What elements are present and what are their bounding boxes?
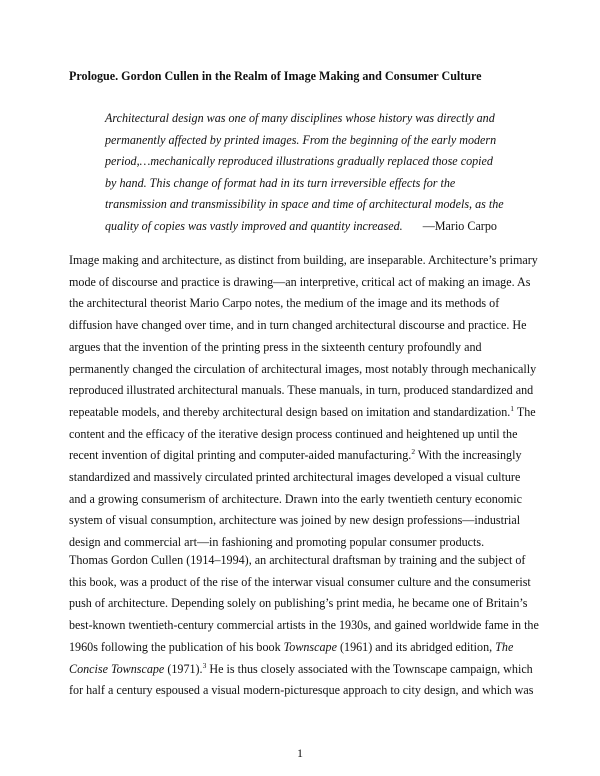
paragraph-line: system of visual consumption, architecture was joined by new design professions—industrial [69, 513, 521, 528]
paragraph-line: Image making and architecture, as distinct from building, are inseparable. Architecture’s primary [69, 253, 538, 267]
paragraph-text: He is thus closely associated with the Townscape campaign, which [206, 661, 533, 676]
paragraph-line: mode of discourse and practice is drawing—an interpretive, critical act of making an image. As [69, 274, 531, 289]
book-title: Concise Townscape [69, 661, 165, 676]
book-title: Townscape [283, 639, 337, 654]
book-title: The [495, 639, 514, 654]
paragraph-line [69, 659, 539, 681]
paragraph-line: the architectural theorist Mario Carpo notes, the medium of the image and its methods of [69, 296, 500, 311]
paragraph-text: 1960s following the publication of his book [69, 639, 284, 654]
paragraph-line: reproduced illustrated architectural manuals. These manuals, in turn, produced standardized and [69, 383, 534, 398]
paragraph-text: repeatable models, and thereby architectural design based on imitation and standardization. [69, 404, 511, 419]
paragraph-line: for half a century espoused a visual modern-picturesque approach to city design, and which was [69, 683, 534, 698]
paragraph-line: argues that the invention of the printing press in the sixteenth century profoundly and [69, 339, 482, 354]
epigraph-attribution: —Mario Carpo [422, 218, 497, 233]
epigraph-line: by hand. This change of format had in its turn irreversible effects for the [105, 175, 456, 190]
paragraph-text: (1961) and its abridged edition, [336, 639, 496, 654]
paragraph-text: recent invention of digital printing and computer-aided manufacturing. [69, 448, 412, 463]
paragraph-line: Thomas Gordon Cullen (1914–1994), an architectural draftsman by training and the subject of [69, 553, 526, 567]
paragraph-line [69, 445, 539, 467]
epigraph-text: quality of copies was vastly improved and quantity increased. [105, 218, 403, 233]
paragraph-text: The [514, 404, 536, 419]
epigraph [105, 108, 515, 237]
paragraph-text: With the increasingly [415, 448, 522, 463]
paragraph-line: design and commercial art—in fashioning and promoting popular consumer products. [69, 535, 485, 550]
paragraph-text: (1971). [164, 661, 203, 676]
paragraph-line: diffusion have changed over time, and in turn changed architectural discourse and practice. He [69, 318, 527, 333]
paragraph-line: content and the efficacy of the iterative design process continued and heightened up until the [69, 426, 518, 441]
epigraph-line-last [105, 216, 515, 238]
paragraph-line [69, 637, 539, 659]
chapter-heading: Prologue. Gordon Cullen in the Realm of Image Making and Consumer Culture [69, 69, 482, 83]
footnote-ref-3[interactable]: 3 [202, 660, 207, 670]
epigraph-line: permanently affected by printed images. From the beginning of the early modern [105, 132, 497, 147]
epigraph-line: period,…mechanically reproduced illustrations gradually replaced those copied [105, 154, 493, 168]
paragraph-line [69, 402, 539, 424]
body-paragraph-1 [69, 250, 539, 554]
paragraph-line: standardized and massively circulated printed architectural images developed a visual culture [69, 470, 521, 485]
paragraph-line: permanently changed the circulation of architectural images, most notably through mechanically [69, 361, 537, 376]
page-number: 1 [297, 746, 303, 760]
paragraph-line: push of architecture. Depending solely on publishing’s print media, he became one of Britain’s [69, 596, 528, 611]
paragraph-line: this book, was a product of the rise of the interwar visual consumer culture and the consumerist [69, 574, 531, 589]
epigraph-line: Architectural design was one of many disciplines whose history was directly and [105, 111, 495, 125]
body-paragraph-2 [69, 550, 539, 702]
footnote-ref-2[interactable]: 2 [411, 447, 416, 457]
footnote-ref-1[interactable]: 1 [510, 403, 515, 413]
paragraph-line: best-known twentieth-century commercial artists in the 1930s, and gained worldwide fame in the [69, 618, 539, 633]
paragraph-line: and a growing consumerism of architecture. Drawn into the early twentieth century economic [69, 491, 523, 506]
epigraph-line: transmission and transmissibility in space and time of architectural models, as the [105, 197, 504, 211]
